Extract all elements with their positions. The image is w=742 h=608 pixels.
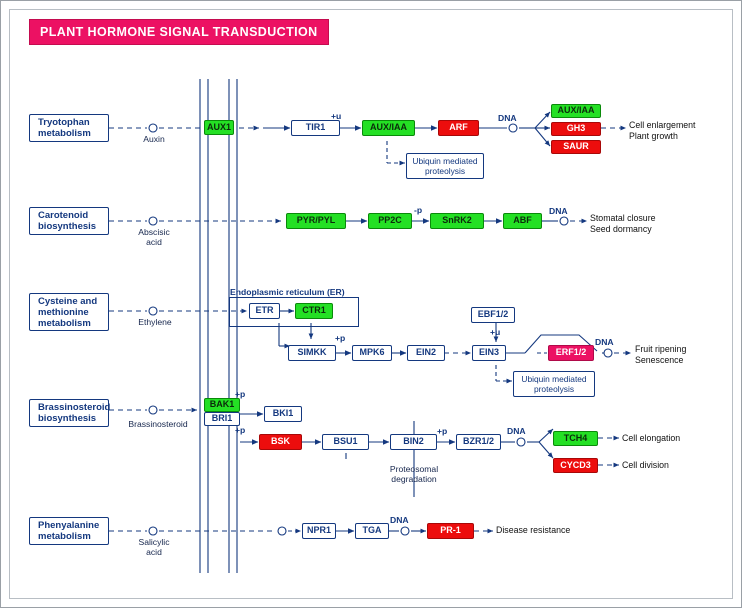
outcome-cell-division: Cell division <box>622 460 669 470</box>
source-line-2: metabolism <box>38 531 91 542</box>
node-pp2c[interactable]: PP2C <box>368 213 412 229</box>
hormone-brassinosteroid-label: Brassinosteroid <box>128 419 188 429</box>
ubiquitin-auxin-line2: proteolysis <box>424 166 466 176</box>
target-cycd3[interactable]: CYCD3 <box>553 458 598 473</box>
ubiquitin-proteolysis-box-auxin <box>406 153 484 179</box>
label-plus-p-bin2: +p <box>437 426 448 436</box>
node-simkk[interactable]: SIMKK <box>288 345 336 361</box>
ubiquitin-auxin-line1: Ubiquin mediated <box>412 155 478 166</box>
node-mpk6[interactable]: MPK6 <box>352 345 392 361</box>
proteosomal-line2: degradation <box>391 474 437 485</box>
node-ctr1[interactable]: CTR1 <box>295 303 333 319</box>
source-line-2: biosynthesis <box>38 413 97 424</box>
node-arf[interactable]: ARF <box>438 120 479 136</box>
outcome-aba-line2: Seed dormancy <box>590 223 652 234</box>
source-line-3: metabolism <box>38 317 91 329</box>
target-aux-iaa[interactable]: AUX/IAA <box>551 104 601 118</box>
ubiquitin-proteolysis-box-ethylene <box>513 371 595 397</box>
hormone-auxin-label: Auxin <box>143 134 165 144</box>
proteosomal-line1: Proteosomal <box>389 464 439 474</box>
hormone-sa-line1: Salicylic <box>138 537 170 547</box>
label-dna-auxin: DNA <box>498 113 517 123</box>
node-bzr1-2[interactable]: BZR1/2 <box>456 434 501 450</box>
hormone-aba-line2: acid <box>146 237 162 248</box>
label-plus-u-auxin: +u <box>331 111 342 121</box>
ubiquitin-ethylene-line1: Ubiquin mediated <box>521 373 587 384</box>
source-line-1: Cysteine and <box>38 295 98 307</box>
source-brassinosteroid-biosynthesis[interactable] <box>29 399 109 427</box>
target-saur[interactable]: SAUR <box>551 140 601 154</box>
hormone-sa-line2: acid <box>146 547 162 558</box>
source-carotenoid-biosynthesis[interactable] <box>29 207 109 235</box>
node-tir1[interactable]: TIR1 <box>291 120 340 136</box>
node-tga[interactable]: TGA <box>355 523 389 539</box>
proteosomal-degradation-label <box>357 464 471 485</box>
source-phenylalanine-metabolism[interactable] <box>29 517 109 545</box>
label-minus-p-aba: -p <box>414 205 423 215</box>
node-etr[interactable]: ETR <box>249 303 280 319</box>
page-title: PLANT HORMONE SIGNAL TRANSDUCTION <box>29 19 329 45</box>
source-line-2: metabolism <box>38 128 91 139</box>
hormone-ethylene-label: Ethylene <box>138 317 172 327</box>
target-gh3[interactable]: GH3 <box>551 122 601 136</box>
label-plus-p-ethylene: +p <box>335 333 346 343</box>
node-erf1-2[interactable]: ERF1/2 <box>548 345 594 361</box>
label-plus-u-ethylene: +u <box>490 327 501 337</box>
outcome-aba <box>590 213 700 235</box>
node-bak1[interactable]: BAK1 <box>204 398 240 412</box>
outcome-salicylic: Disease resistance <box>496 525 571 535</box>
node-ein2[interactable]: EIN2 <box>407 345 445 361</box>
hormone-abscisic-acid-label <box>129 227 179 248</box>
ubiquitin-ethylene-line2: proteolysis <box>533 384 575 394</box>
source-line-1: Carotenoid <box>38 210 89 221</box>
source-tryptophan-metabolism[interactable] <box>29 114 109 142</box>
outcome-ethylene <box>635 344 735 366</box>
node-bki1[interactable]: BKI1 <box>264 406 302 422</box>
source-line-1: Brassinosteroid <box>38 402 111 413</box>
node-pr-1[interactable]: PR-1 <box>427 523 474 539</box>
node-ein3[interactable]: EIN3 <box>472 345 506 361</box>
outcome-cell-elongation: Cell elongation <box>622 433 681 443</box>
node-aux-iaa[interactable]: AUX/IAA <box>362 120 415 136</box>
node-bsu1[interactable]: BSU1 <box>322 434 369 450</box>
node-npr1[interactable]: NPR1 <box>302 523 336 539</box>
node-bin2[interactable]: BIN2 <box>390 434 437 450</box>
outcome-auxin-line1: Cell enlargement <box>629 120 696 130</box>
hormone-aba-line1: Abscisic <box>138 227 170 237</box>
node-aux1[interactable]: AUX1 <box>204 120 234 135</box>
node-pyr-pyl[interactable]: PYR/PYL <box>286 213 346 229</box>
label-dna-aba: DNA <box>549 206 568 216</box>
outcome-auxin <box>629 120 729 142</box>
node-abf[interactable]: ABF <box>503 213 542 229</box>
source-line-2: methionine <box>38 306 89 318</box>
source-line-1: Tryotophan <box>38 117 90 128</box>
source-line-1: Phenyalanine <box>38 520 100 531</box>
node-ebf1-2[interactable]: EBF1/2 <box>471 307 515 323</box>
outcome-auxin-line2: Plant growth <box>629 130 678 141</box>
label-dna-brassinosteroid: DNA <box>507 426 526 436</box>
er-label: Endoplasmic reticulum (ER) <box>230 287 345 297</box>
node-snrk2[interactable]: SnRK2 <box>430 213 484 229</box>
diagram-frame <box>9 9 733 599</box>
target-tch4[interactable]: TCH4 <box>553 431 598 446</box>
node-bri1[interactable]: BRI1 <box>204 412 240 426</box>
hormone-salicylic-acid-label <box>129 537 179 558</box>
label-dna-salicylic: DNA <box>390 515 409 525</box>
node-bsk[interactable]: BSK <box>259 434 302 450</box>
label-plus-p-bri1: +p <box>235 425 246 435</box>
source-line-2: biosynthesis <box>38 221 97 232</box>
outcome-ethylene-line1: Fruit ripening <box>635 344 687 354</box>
label-dna-ethylene: DNA <box>595 337 614 347</box>
label-plus-p-bak1: +p <box>235 389 246 399</box>
outcome-ethylene-line2: Senescence <box>635 354 684 365</box>
source-cysteine-methionine-metabolism[interactable] <box>29 293 109 331</box>
outcome-aba-line1: Stomatal closure <box>590 213 656 223</box>
